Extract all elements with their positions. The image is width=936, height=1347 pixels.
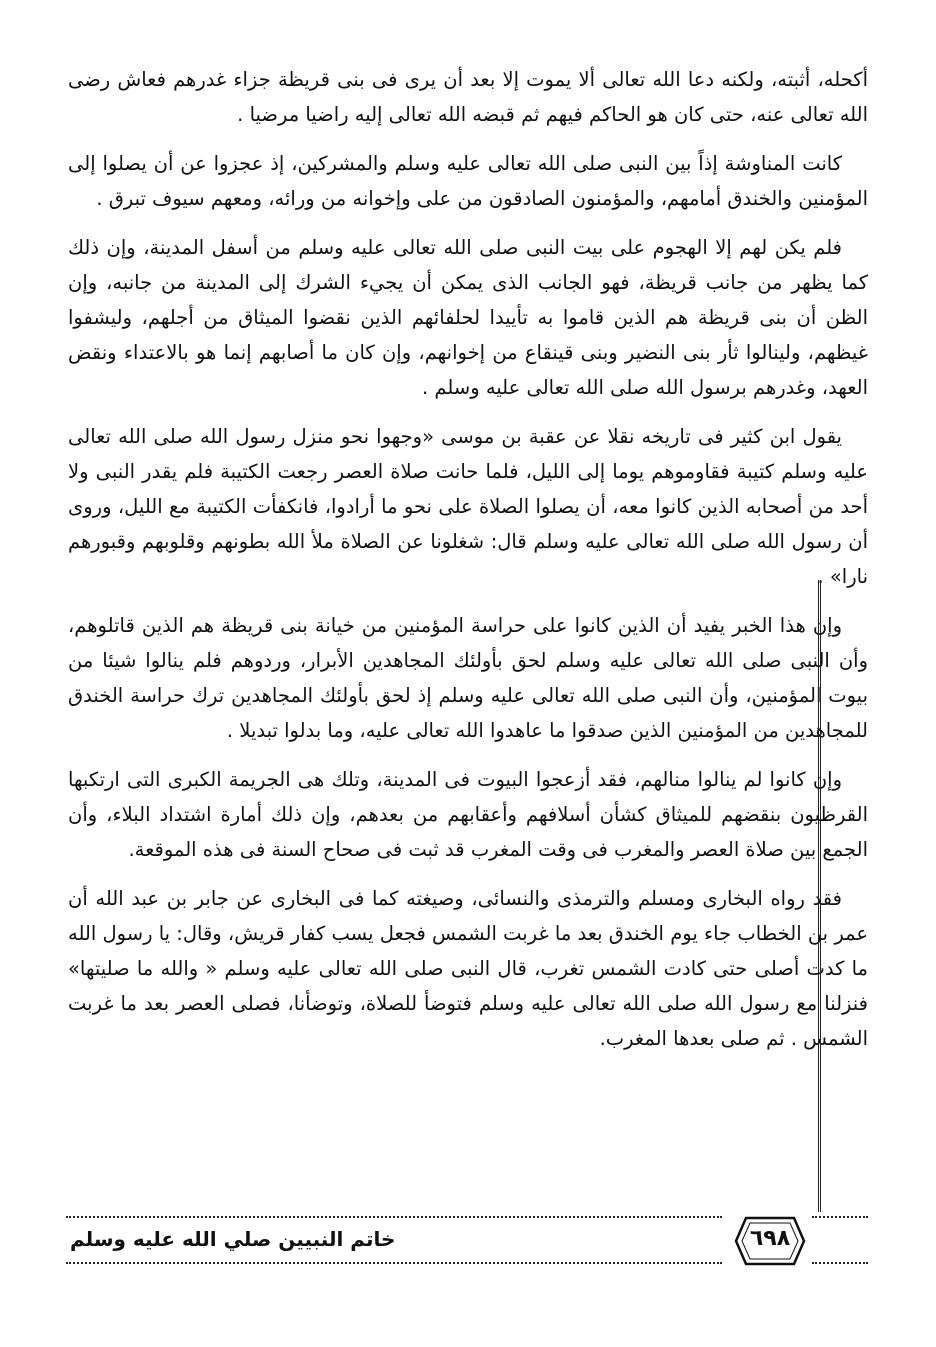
page-body: [68, 62, 868, 1070]
footer-top-rule: [66, 1216, 722, 1218]
footer-bottom-rule: [66, 1262, 722, 1264]
side-border-rule: [818, 580, 821, 1212]
page-number-frame: [726, 1212, 814, 1270]
paragraph: يقول ابن كثير فى تاريخه نقلا عن عقبة بن موسى «وجهوا نحو منزل رسول الله صلى الله تعالى عليه وسلم كتيبة فقاوموهم يوما إلى الليل، فلما حانت صلاة العصر رجعت الكتيبة فلم يقدر النبى ولا أحد من أصحابه الذين كانوا معه، أن يصلوا الصلاة على نحو ما أرادوا، فانكفأت الكتيبة مع الليل، وروى أن رسول الله صلى الله تعالى عليه وسلم قال: شغلونا عن الصلاة ملأ الله بطونهم وقلوبهم وقبورهم نارا» .: [68, 425, 868, 588]
paragraph: فلم يكن لهم إلا الهجوم على بيت النبى صلى الله تعالى عليه وسلم من أسفل المدينة، وإن ذلك كما يظهر من جانب قريظة، فهو الجانب الذى يمكن أن يجيء الشرك إلى المدينة من جانبه، وإن الظن أن بنى قريظة هم الذين قاموا به تأييدا لحلفائهم الذين نقضوا الميثاق من أجلهم، وليشفوا غيظهم، ولينالوا ثأر بنى النضير وبنى قينقاع من إخوانهم، وإن كان ما أصابهم إنما هو بالاعتداء ونقض العهد، وغدرهم برسول الله صلى الله تعالى عليه وسلم .: [68, 236, 868, 399]
paragraph: أكحله، أثبته، ولكنه دعا الله تعالى ألا يموت إلا بعد أن يرى فى بنى قريظة جزاء غدرهم فعاش رضى الله تعالى عنه، حتى كان هو الحاكم فيهم ثم قبضه الله تعالى إليه راضيا مرضيا .: [68, 68, 868, 126]
paragraph: كانت المناوشة إذاً بين النبى صلى الله تعالى عليه وسلم والمشركين، إذ عجزوا عن أن يصلوا إلى المؤمنين والخندق أمامهم، والمؤمنون الصادقون من على وإخوانه من ورائه، ومعهم سيوف تبرق .: [68, 152, 868, 210]
footer-bottom-rule-right: [812, 1262, 868, 1264]
paragraph: فقد رواه البخارى ومسلم والترمذى والنسائى، وصيغته كما فى البخارى عن جابر بن عبد الله أن عمر بن الخطاب جاء يوم الخندق بعد ما غربت الشمس فجعل يسب كفار قريش، وقال: يا رسول الله ما كدت أصلى حتى كادت الشمس تغرب، قال النبى صلى الله تعالى عليه وسلم « والله ما صليتها» فنزلنا مع رسول الله صلى الله تعالى عليه وسلم فتوضأ للصلاة، وتوضأنا، فصلى العصر بعد ما غربت الشمس . ثم صلى بعدها المغرب.: [68, 887, 868, 1050]
page-number: ٦٩٨: [749, 1226, 791, 1251]
paragraph: وإن هذا الخبر يفيد أن الذين كانوا على حراسة المؤمنين من خيانة بنى قريظة هم الذين قاتلوهم، وأن النبى صلى الله تعالى عليه وسلم لحق بأولئك المجاهدين الأبرار، وردوهم فلم ينالوا شيئا من بيوت المؤمنين، وأن النبى صلى الله تعالى عليه وسلم إذ لحق بأولئك المجاهدين ترك حراسة الخندق للمجاهدين من المؤمنين الذين صدقوا ما عاهدوا الله تعالى عليه، وما بدلوا تبديلا .: [68, 614, 868, 742]
footer-top-rule-right: [812, 1216, 868, 1218]
paragraph: وإن كانوا لم ينالوا منالهم، فقد أزعجوا البيوت فى المدينة، وتلك هى الجريمة الكبرى التى ارتكبها القرظيون بنقضهم للميثاق كشأن أسلافهم وأعقابهم من بعدهم، وإن ذلك أمارة اشتداد البلاء، وأن الجمع بين صلاة العصر والمغرب فى وقت المغرب قد ثبت فى صحاح السنة فى هذه الموقعة.: [68, 768, 868, 861]
running-title: خاتم النبيين صلي الله عليه وسلم: [70, 1227, 396, 1251]
